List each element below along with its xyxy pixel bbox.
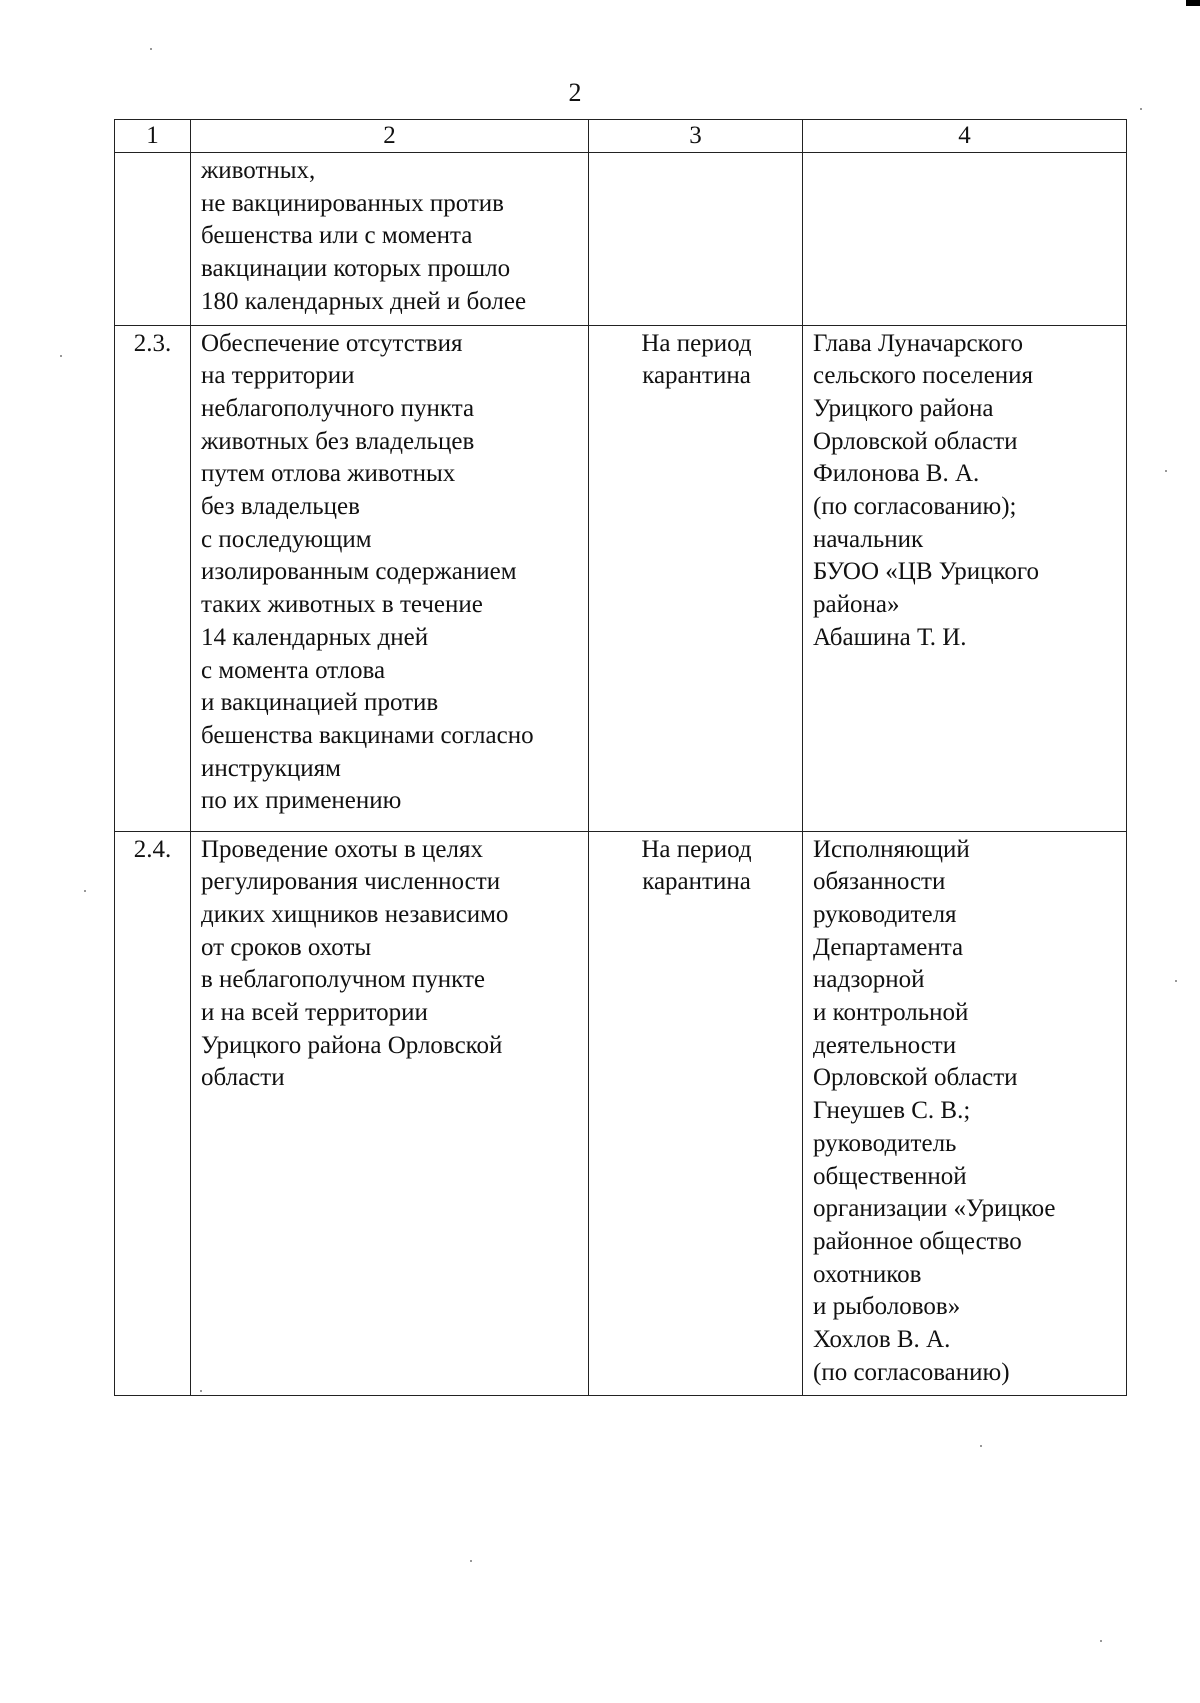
responsible-text (803, 153, 1126, 161)
table-header-row (115, 120, 1127, 153)
term-cell (589, 325, 803, 831)
measure-cell (191, 831, 589, 1396)
term-cell (589, 831, 803, 1396)
table-row (115, 831, 1127, 1396)
row-number: 2.4. (133, 835, 172, 863)
table-row (115, 325, 1127, 831)
header-cell-3: 3 (589, 120, 803, 153)
term-cell (589, 153, 803, 326)
scan-corner-mark (1186, 0, 1200, 6)
table-row (115, 153, 1127, 326)
responsible-cell (803, 831, 1127, 1396)
header-cell-4: 4 (803, 120, 1127, 153)
row-number-cell (115, 325, 191, 831)
row-number: 2.3. (133, 329, 172, 357)
measure-text: Проведение охоты в целях регулирования численности диких хищников независимо от сроков охоты в неблагополучном пункте и на всей территории Урицкого района Орловской области (201, 835, 509, 1092)
responsible-cell (803, 153, 1127, 326)
measure-cell (191, 153, 589, 326)
row-number-cell (115, 831, 191, 1396)
scan-speck (1165, 470, 1167, 472)
measure-text: животных, не вакцинированных против бешенства или с момента вакцинации которых прошло 180 календарных дней и более (201, 157, 527, 315)
scan-speck (1175, 980, 1177, 982)
responsible-cell (803, 325, 1127, 831)
scan-speck (470, 1560, 472, 1562)
scan-speck (200, 1390, 202, 1392)
term-text: На период карантина (641, 329, 752, 390)
responsible-text: Глава Луначарского сельского поселения Урицкого района Орловской области Филонова В. А. (по согласованию); начальник БУОО «ЦВ Урицкого района» Абашина Т. И. (813, 329, 1040, 651)
scan-speck (980, 1445, 982, 1447)
scan-speck (1140, 108, 1142, 110)
responsible-text: Исполняющий обязанности руководителя Департамента надзорной и контрольной деятельности Орловской области Гнеушев С. В.; руководитель общественной организации «Урицкое районное общество охотников и рыболовов» Хохлов В. А. (по согласованию) (813, 835, 1056, 1386)
header-cell-1: 1 (115, 120, 191, 153)
measure-cell (191, 325, 589, 831)
term-text (589, 153, 802, 161)
row-number-cell (115, 153, 191, 326)
row-number (115, 153, 190, 161)
measure-text: Обеспечение отсутствия на территории неблагополучного пункта животных без владельцев путем отлова животных без владельцев с последующим изолированным содержанием таких животных в течение 14 календарных дней с момента отлова и вакцинацией против бешенства вакцинами согласно инструкциям по их применению (201, 329, 534, 815)
scan-speck (60, 355, 62, 357)
term-text: На период карантина (641, 835, 752, 896)
measures-table (114, 119, 1127, 1396)
scan-speck (84, 890, 86, 892)
page-number: 2 (568, 78, 582, 107)
scan-speck (1100, 1640, 1102, 1642)
scan-speck (150, 48, 152, 50)
header-cell-2: 2 (191, 120, 589, 153)
